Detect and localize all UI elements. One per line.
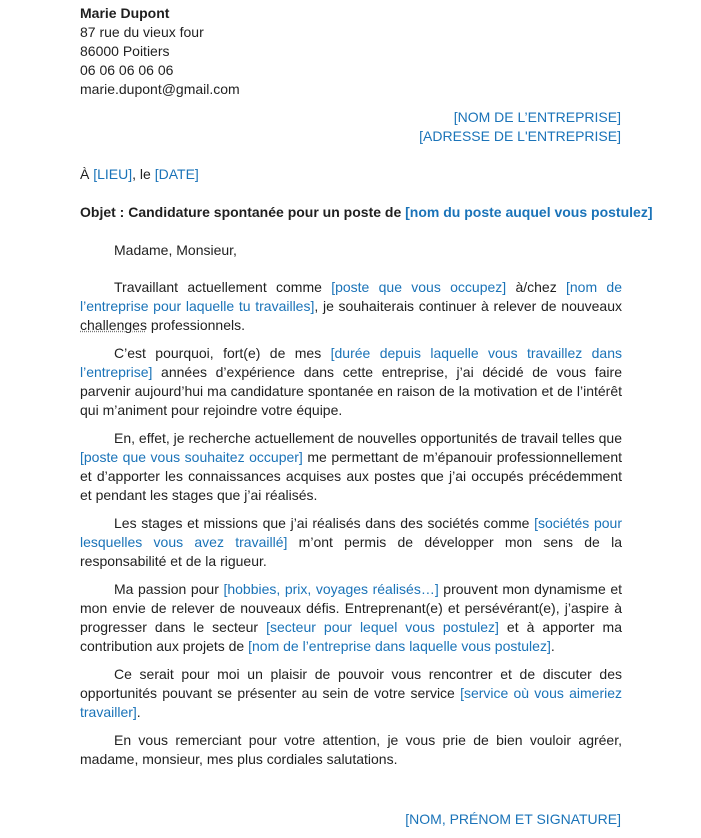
signature-placeholder: [NOM, PRÉNOM ET SIGNATURE] bbox=[405, 811, 621, 827]
place-prefix: À bbox=[80, 166, 94, 182]
sender-block bbox=[80, 4, 240, 99]
paragraph-text: Les stages et missions que j’ai réalisés dans des sociétés comme bbox=[114, 515, 535, 531]
sender-city: 86000 Poitiers bbox=[80, 43, 170, 59]
placeholder-current-position: [poste que vous occupez] bbox=[331, 279, 507, 295]
paragraph-text: En vous remerciant pour votre attention, je vous prie de bien vouloir agréer, madame, monsieur, mes plus cordiales salutations. bbox=[80, 732, 622, 767]
placeholder-sector: [secteur pour lequel vous postulez] bbox=[266, 619, 499, 635]
paragraph-text: Ce serait pour moi un plaisir de pouvoir vous rencontrer et de discuter des opportunités pouvant se présenter au sein de votre service bbox=[80, 666, 622, 701]
paragraph-text: prouvent mon dynamisme et mon envie de relever de nouveaux défis. Entreprenant(e) et persévérant(e), j’aspire à progresser dans le secteur bbox=[80, 581, 623, 635]
recipient-block bbox=[419, 108, 621, 146]
paragraph-text: , je souhaiterais continuer à relever de nouveaux bbox=[314, 298, 623, 314]
paragraph-5 bbox=[80, 580, 622, 656]
placeholder-hobbies: [hobbies, prix, voyages réalisés…] bbox=[223, 581, 439, 597]
paragraph-1 bbox=[80, 278, 622, 335]
paragraph-text: Ma passion pour bbox=[114, 581, 224, 597]
placeholder-past-companies: [sociétés pour lesquelles vous avez travaillé] bbox=[80, 515, 622, 550]
paragraph-text: et à apporter ma contribution aux projets de bbox=[80, 619, 622, 654]
place-date-line bbox=[80, 165, 199, 184]
paragraph-text: . bbox=[136, 704, 141, 720]
paragraph-text: années d’expérience dans cette entreprise, j’ai décidé de vous faire parvenir aujourd’hui ma candidature spontanée en raison de la motivation et de l’intérêt qui m’animent pour rejoindre votre équipe. bbox=[80, 364, 622, 418]
company-address: [ADRESSE DE L'ENTREPRISE] bbox=[419, 128, 621, 144]
paragraph-text: C’est pourquoi, fort(e) de mes bbox=[114, 345, 331, 361]
letter-body bbox=[80, 278, 622, 778]
place-placeholder: [LIEU] bbox=[93, 166, 133, 182]
paragraph-2 bbox=[80, 344, 622, 420]
spellcheck-word: challenges bbox=[80, 317, 147, 333]
sender-email: marie.dupont@gmail.com bbox=[80, 81, 240, 97]
paragraph-3 bbox=[80, 429, 622, 505]
paragraph-text: à/chez bbox=[506, 279, 566, 295]
placeholder-desired-position: [poste que vous souhaitez occuper] bbox=[80, 449, 303, 465]
placeholder-target-company: [nom de l’entreprise dans laquelle vous postulez] bbox=[248, 638, 551, 654]
paragraph-text: . bbox=[550, 638, 555, 654]
paragraph-text: me permettant de m’épanouir professionnellement et d’apporter les connaissances acquises aux postes que j’ai occupés précédemment et pendant les stages que j’ai réalisés. bbox=[80, 449, 622, 503]
date-placeholder: [DATE] bbox=[154, 166, 199, 182]
paragraph-6 bbox=[80, 665, 622, 722]
paragraph-7 bbox=[80, 731, 622, 769]
paragraph-text: En, effet, je recherche actuellement de nouvelles opportunités de travail telles que bbox=[114, 430, 622, 446]
paragraph-4 bbox=[80, 514, 622, 571]
sender-name: Marie Dupont bbox=[80, 5, 170, 21]
place-middle: , le bbox=[132, 166, 155, 182]
placeholder-current-company: [nom de l’entreprise pour laquelle tu travailles] bbox=[80, 279, 622, 314]
placeholder-duration: [durée depuis laquelle vous travaillez dans l’entreprise] bbox=[80, 345, 622, 380]
object-line bbox=[80, 203, 652, 222]
salutation: Madame, Monsieur, bbox=[114, 242, 237, 258]
sender-street: 87 rue du vieux four bbox=[80, 24, 204, 40]
paragraph-text: m’ont permis de développer mon sens de la responsabilité et de la rigueur. bbox=[80, 534, 622, 569]
sender-phone: 06 06 06 06 06 bbox=[80, 62, 174, 78]
object-placeholder: [nom du poste auquel vous postulez] bbox=[405, 204, 653, 220]
company-name: [NOM DE L’ENTREPRISE] bbox=[453, 109, 621, 125]
object-label: Objet : Candidature spontanée pour un poste de bbox=[80, 204, 406, 220]
paragraph-text: Travaillant actuellement comme bbox=[114, 279, 332, 295]
placeholder-service: [service où vous aimeriez travailler] bbox=[80, 685, 622, 720]
paragraph-text: professionnels. bbox=[146, 317, 245, 333]
